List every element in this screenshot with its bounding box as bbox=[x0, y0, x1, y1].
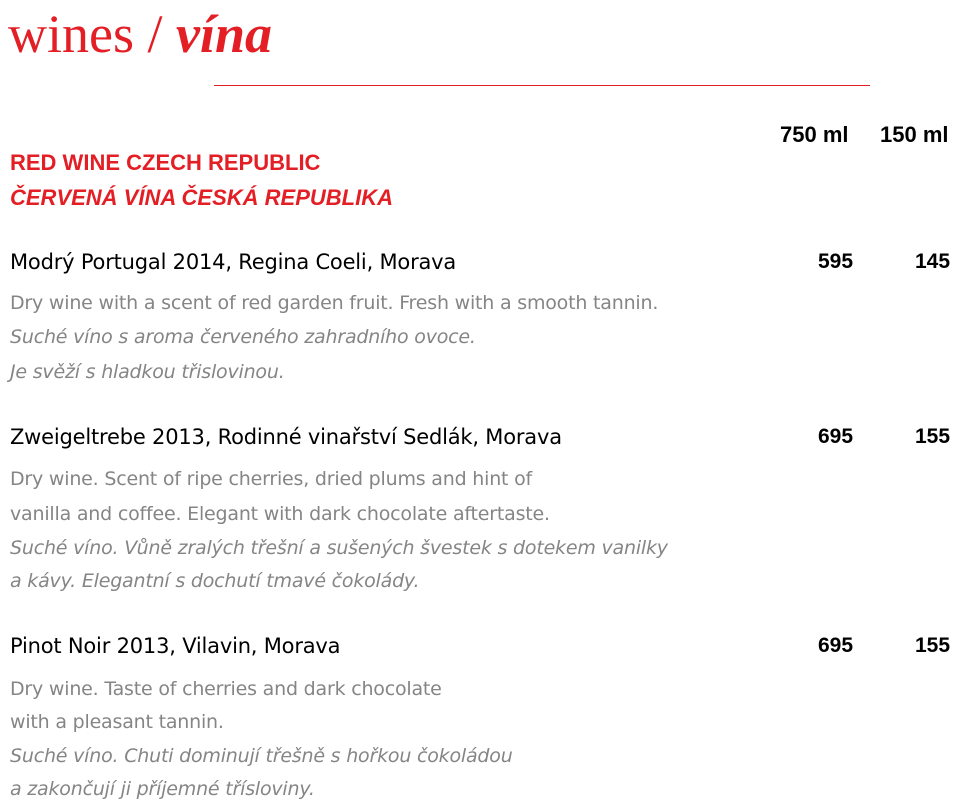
wine-description-cz: a kávy. Elegantní s dochutí tmavé čokolády. bbox=[10, 570, 420, 592]
wine-price-150ml: 155 bbox=[915, 634, 951, 657]
column-header-150ml: 150 ml bbox=[880, 122, 949, 147]
title-rule bbox=[214, 85, 870, 86]
page-title bbox=[8, 0, 272, 74]
wine-description-cz: Suché víno s aroma červeného zahradního ovoce. bbox=[10, 326, 476, 348]
wine-description-en: with a pleasant tannin. bbox=[10, 711, 224, 733]
section-title-en: RED WINE CZECH REPUBLIC bbox=[10, 150, 321, 175]
wine-description-cz: a zakončují ji příjemné třísloviny. bbox=[10, 778, 315, 800]
wine-description-en: vanilla and coffee. Elegant with dark chocolate aftertaste. bbox=[10, 503, 550, 525]
wine-price-750ml: 595 bbox=[818, 250, 854, 273]
wine-name: Pinot Noir 2013, Vilavin, Morava bbox=[10, 634, 341, 658]
wine-price-750ml: 695 bbox=[818, 634, 854, 657]
wine-price-750ml: 695 bbox=[818, 425, 854, 448]
wine-description-en: Dry wine with a scent of red garden fruit. Fresh with a smooth tannin. bbox=[10, 292, 659, 314]
wine-description-cz: Suché víno. Vůně zralých třešní a sušených švestek s dotekem vanilky bbox=[10, 537, 668, 559]
wine-description-cz: Je svěží s hladkou třislovinou. bbox=[10, 361, 285, 383]
page-title-accent: vína bbox=[176, 4, 273, 64]
wine-price-150ml: 145 bbox=[915, 250, 951, 273]
column-header-750ml: 750 ml bbox=[780, 122, 849, 147]
section-title-cz: ČERVENÁ VÍNA ČESKÁ REPUBLIKA bbox=[10, 185, 394, 210]
wine-name: Zweigeltrebe 2013, Rodinné vinařství Sedlák, Morava bbox=[10, 425, 562, 449]
wine-description-cz: Suché víno. Chuti dominují třešně s hořkou čokoládou bbox=[10, 745, 513, 767]
wine-price-150ml: 155 bbox=[915, 425, 951, 448]
wine-description-en: Dry wine. Taste of cherries and dark chocolate bbox=[10, 678, 442, 700]
page-title-prefix: wines / bbox=[8, 4, 176, 64]
wine-name: Modrý Portugal 2014, Regina Coeli, Morava bbox=[10, 250, 457, 274]
wine-description-en: Dry wine. Scent of ripe cherries, dried plums and hint of bbox=[10, 468, 533, 490]
